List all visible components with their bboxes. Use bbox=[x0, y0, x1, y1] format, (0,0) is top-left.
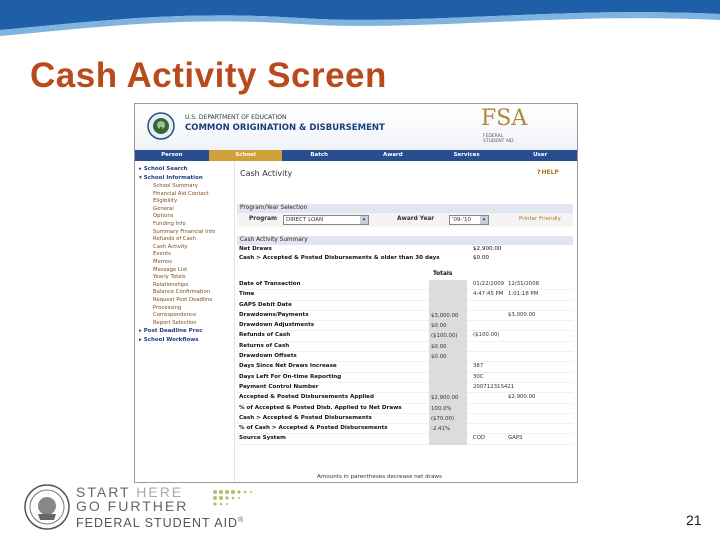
row-total: -2.41% bbox=[429, 424, 467, 434]
row-total: $0.00 bbox=[429, 352, 467, 362]
row-label: Days Left For On-time Reporting bbox=[239, 373, 342, 380]
row-label: Drawdown Offsets bbox=[239, 353, 297, 360]
department-seal-icon bbox=[24, 484, 70, 530]
row-label: GAPS Debit Date bbox=[239, 301, 292, 308]
sidebar-school-workflows[interactable] bbox=[135, 336, 234, 345]
row-total bbox=[429, 373, 467, 383]
fsa-footer-logo bbox=[24, 484, 244, 534]
triangle-down-icon: ▾ bbox=[139, 175, 142, 181]
cod-screenshot bbox=[134, 103, 578, 483]
triangle-right-icon: ▸ bbox=[139, 328, 142, 335]
row-col1: 387 bbox=[473, 363, 484, 370]
row-col2: $3,000.00 bbox=[508, 311, 536, 318]
help-link[interactable] bbox=[537, 169, 559, 176]
row-total bbox=[429, 280, 467, 290]
sidebar-item-general[interactable]: General bbox=[153, 205, 174, 212]
sidebar-item-report-selection[interactable]: Report Selection bbox=[153, 319, 197, 326]
sidebar-item-school-summary[interactable]: School Summary bbox=[153, 183, 198, 189]
row-total bbox=[429, 362, 467, 372]
logo-here: HERE bbox=[130, 484, 184, 500]
nav-services[interactable]: Services bbox=[453, 152, 480, 158]
row-label: Drawdowns/Payments bbox=[239, 311, 309, 318]
row-total bbox=[429, 383, 467, 393]
triangle-right-icon: ▸ bbox=[139, 337, 142, 344]
row-label: Accepted & Posted Disbursements Applied bbox=[239, 394, 374, 401]
cash-accepted-label: Cash > Accepted & Posted Disbursements & older than 30 days bbox=[239, 255, 440, 261]
program-year-row bbox=[237, 213, 573, 227]
sidebar-item-balance-confirmation[interactable]: Balance Confirmation bbox=[153, 289, 211, 296]
help-icon: ? bbox=[537, 169, 541, 176]
row-col1: 4:47:45 PM bbox=[473, 291, 504, 298]
department-name: U.S. DEPARTMENT OF EDUCATION bbox=[185, 114, 287, 121]
fsa-sub-line2: STUDENT AID bbox=[483, 139, 514, 144]
row-label: Time bbox=[239, 291, 255, 298]
registered-mark: ® bbox=[238, 516, 245, 524]
grid-header bbox=[237, 271, 573, 280]
cod-banner bbox=[135, 104, 577, 150]
sidebar-item-request-post-deadline[interactable]: Request Post Deadline bbox=[153, 296, 213, 303]
sidebar bbox=[135, 161, 235, 483]
row-total bbox=[429, 434, 467, 444]
nav-school[interactable]: School bbox=[209, 150, 283, 161]
footnote: Amounts in parentheses decrease net draws bbox=[317, 474, 442, 480]
nav-award[interactable]: Award bbox=[383, 152, 403, 158]
sidebar-post-deadline[interactable] bbox=[135, 327, 234, 336]
row-label: Days Since Net Draws Increase bbox=[239, 363, 337, 370]
row-total: ($100.00) bbox=[429, 331, 467, 341]
row-total: $0.00 bbox=[429, 321, 467, 331]
header-wave-decoration bbox=[0, 0, 720, 45]
row-col2: 12/31/2008 bbox=[508, 281, 540, 287]
row-col2: $2,900.00 bbox=[508, 394, 536, 401]
printer-friendly-link[interactable]: Printer Friendly bbox=[519, 216, 561, 222]
row-total: $2,900.00 bbox=[429, 393, 467, 403]
sidebar-item-memos[interactable]: Memos bbox=[153, 258, 172, 265]
sidebar-item-refunds-of-cash[interactable]: Refunds of Cash bbox=[153, 236, 196, 243]
row-label: Date of Transaction bbox=[239, 281, 301, 287]
row-total bbox=[429, 301, 467, 311]
chevron-down-icon: ▾ bbox=[360, 216, 368, 224]
row-label: Returns of Cash bbox=[239, 342, 290, 349]
award-year-label: Award Year bbox=[397, 216, 435, 222]
row-total bbox=[429, 290, 467, 300]
row-label: Cash > Accepted & Posted Disbursements bbox=[239, 414, 372, 421]
sidebar-item-cash-activity[interactable]: Cash Activity bbox=[153, 243, 188, 250]
sidebar-school-information[interactable] bbox=[135, 174, 234, 183]
dots-decoration-icon bbox=[212, 488, 268, 506]
row-col1: COD bbox=[473, 435, 486, 442]
row-col1: 20071231S421 bbox=[473, 383, 515, 390]
nav-batch[interactable]: Batch bbox=[310, 152, 329, 158]
department-seal-icon bbox=[147, 112, 175, 140]
sidebar-school-search-label: School Search bbox=[143, 166, 188, 172]
grid-rows bbox=[237, 280, 573, 445]
program-label: Program bbox=[249, 216, 278, 222]
sidebar-item-relationships[interactable]: Relationships bbox=[153, 281, 189, 288]
logo-line3 bbox=[76, 516, 244, 530]
award-year-select-value: '09-'10 bbox=[452, 217, 472, 223]
table-row bbox=[237, 301, 573, 311]
award-year-select[interactable] bbox=[449, 215, 489, 225]
table-row bbox=[237, 393, 573, 403]
fsa-subtitle bbox=[483, 134, 514, 144]
row-total: $3,000.00 bbox=[429, 311, 467, 321]
page-number: 21 bbox=[686, 512, 702, 528]
row-label: % of Accepted & Posted Disb. Applied to Net Draws bbox=[239, 404, 402, 411]
sidebar-item-funding-info[interactable]: Funding Info bbox=[153, 220, 186, 227]
table-row bbox=[237, 434, 573, 444]
sidebar-item-options[interactable]: Options bbox=[153, 213, 174, 220]
page-title: Cash Activity bbox=[240, 169, 293, 178]
sidebar-item-financial-aid-contact[interactable]: Financial Aid Contact bbox=[153, 190, 209, 197]
totals-header: Totals bbox=[433, 271, 453, 277]
row-total: 100.0% bbox=[429, 404, 467, 414]
sidebar-item-eligibility[interactable]: Eligibility bbox=[153, 198, 178, 205]
fsa-sub-line1: FEDERAL bbox=[483, 134, 504, 139]
cash-accepted-value: $0.00 bbox=[473, 255, 490, 261]
table-row bbox=[237, 342, 573, 352]
net-draws-label: Net Draws bbox=[239, 246, 272, 252]
logo-start: START bbox=[76, 484, 131, 500]
row-total: $0.00 bbox=[429, 342, 467, 352]
table-row bbox=[237, 424, 573, 434]
sidebar-item-message-list[interactable]: Message List bbox=[153, 266, 188, 273]
nav-person[interactable]: Person bbox=[161, 152, 183, 158]
table-row bbox=[237, 414, 573, 424]
fsa-letters: FSA bbox=[481, 106, 528, 131]
sidebar-item-yearly-totals[interactable]: Yearly Totals bbox=[153, 274, 186, 281]
table-row bbox=[237, 331, 573, 341]
cash-activity-grid bbox=[237, 271, 573, 445]
system-name: COMMON ORIGINATION & DISBURSEMENT bbox=[185, 123, 385, 133]
slide-title: Cash Activity Screen bbox=[30, 56, 387, 95]
table-row bbox=[237, 373, 573, 383]
program-select-value: DIRECT LOAN bbox=[286, 217, 324, 223]
row-col2: GAPS bbox=[508, 435, 523, 442]
chevron-down-icon: ▾ bbox=[480, 216, 488, 224]
triangle-right-icon: ▸ bbox=[139, 166, 142, 172]
sidebar-item-correspondence[interactable]: Correspondence bbox=[153, 312, 197, 319]
net-draws-value: $2,900.00 bbox=[473, 246, 502, 252]
row-label: Refunds of Cash bbox=[239, 332, 291, 339]
cash-activity-content bbox=[237, 164, 575, 482]
fsa-logo bbox=[481, 106, 537, 148]
row-total: ($70.00) bbox=[429, 414, 467, 424]
row-label: Payment Control Number bbox=[239, 383, 319, 390]
sidebar-item-events[interactable]: Events bbox=[153, 251, 171, 258]
sidebar-item-processing[interactable]: Processing bbox=[153, 304, 182, 311]
row-label: Drawdown Adjustments bbox=[239, 322, 315, 329]
row-label: % of Cash > Accepted & Posted Disbursements bbox=[239, 425, 388, 432]
table-row bbox=[237, 311, 573, 321]
row-label: Source System bbox=[239, 435, 286, 442]
sidebar-item-summary-financial-info[interactable]: Summary Financial Info bbox=[153, 228, 216, 235]
row-col1: ($100.00) bbox=[473, 332, 500, 339]
table-row bbox=[237, 280, 573, 290]
table-row bbox=[237, 362, 573, 372]
row-col2: 1:01:18 PM bbox=[508, 291, 539, 298]
table-row bbox=[237, 321, 573, 331]
table-row bbox=[237, 290, 573, 300]
logo-fsa-name: FEDERAL STUDENT AID bbox=[76, 516, 239, 530]
program-select[interactable] bbox=[283, 215, 369, 225]
sidebar-school-search[interactable] bbox=[135, 165, 234, 174]
table-row bbox=[237, 404, 573, 414]
table-row bbox=[237, 383, 573, 393]
logo-line2: GO FURTHER bbox=[76, 498, 189, 514]
nav-user[interactable]: User bbox=[533, 152, 548, 158]
sidebar-post-deadline-label: Post Deadline Proc bbox=[143, 328, 203, 335]
summary-section-header: Cash Activity Summary bbox=[237, 236, 573, 245]
program-year-section-header: Program/Year Selection bbox=[237, 204, 573, 213]
sidebar-school-workflows-label: School Workflows bbox=[143, 337, 199, 344]
row-col1: 01/22/2009 bbox=[473, 281, 505, 287]
row-col1: 30C bbox=[473, 373, 484, 380]
table-row bbox=[237, 352, 573, 362]
main-nav bbox=[135, 150, 577, 161]
help-label: HELP bbox=[541, 169, 559, 176]
sidebar-school-information-label: School Information bbox=[143, 175, 203, 181]
